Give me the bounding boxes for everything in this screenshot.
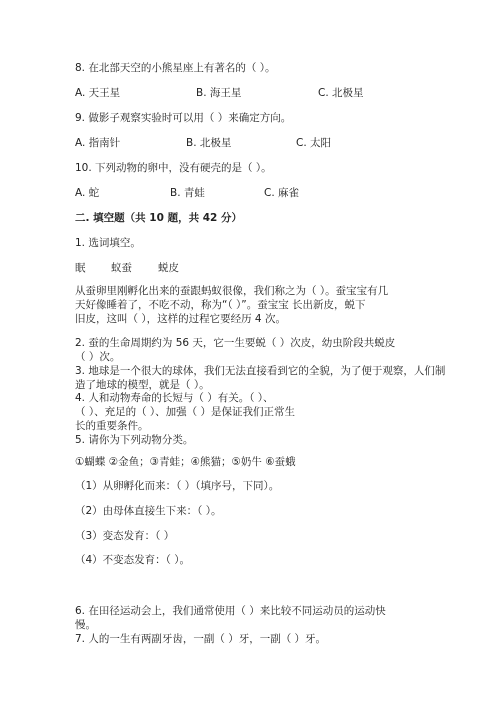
fill-q1-title: 1. 选词填空。 [75, 237, 141, 249]
fill-q1-line-2: 天好像睡着了，不吃不动，称为“（ ）”。蚕宝宝 长出新皮，蜕下 [75, 299, 366, 311]
fill-q1-line-1: 从蚕卵里刚孵化出来的蚕跟蚂蚁很像，我们称之为（ ）。蚕宝宝有几 [75, 285, 389, 297]
fill-q4-line-3: 长的重要条件。 [75, 420, 149, 432]
question-9-option-c: C. 太阳 [296, 137, 332, 149]
fill-q3-line-1: 3. 地球是一个很大的球体，我们无法直接看到它的全貌，为了便于观察，人们制 [75, 365, 446, 377]
section-2-heading: 二. 填空题（共 10 题，共 42 分） [75, 212, 242, 224]
fill-q3-line-2: 造了地球的模型，就是（ ）。 [75, 379, 210, 391]
fill-q5-sub-3: （3）变态发育：（ ） [75, 530, 175, 542]
fill-q1-line-3: 旧皮，这叫（ ），这样的过程它要经历 4 次。 [75, 313, 286, 325]
fill-q6-line-2: 慢。 [75, 619, 96, 631]
question-8-option-a: A. 天王星 [75, 87, 121, 99]
word-bank-item-3: 蜕皮 [158, 262, 179, 274]
fill-q2-line-1: 2. 蚕的生命周期约为 56 天，它一生要蜕（ ）次皮，幼虫阶段共蜕皮 [75, 337, 396, 349]
fill-q7-line: 7. 人的一生有两副牙齿，一副（ ）牙，一副（ ）牙。 [75, 633, 327, 645]
word-bank-item-1: 眠 [75, 262, 86, 274]
fill-q5-title: 5. 请你为下列动物分类。 [75, 434, 194, 446]
fill-q5-sub-4: （4）不变态发育：（ ）。 [75, 554, 191, 566]
fill-q4-line-1: 4. 人和动物寿命的长短与（ ）有关。（ ）、 [75, 392, 274, 404]
question-10-option-b: B. 青蛙 [170, 187, 205, 199]
animal-list: ①蝴蝶 ②金鱼；③青蛙；④熊猫；⑤奶牛 ⑥蚕蛾 [75, 456, 296, 468]
question-8-option-b: B. 海王星 [196, 87, 242, 99]
fill-q4-line-2: （ ）、充足的（ ）、加强（ ）是保证我们正常生 [75, 406, 296, 418]
question-8-text: 8. 在北部天空的小熊星座上有著名的（ ）。 [75, 62, 276, 74]
question-9-text: 9. 做影子观察实验时可以用（ ）来确定方向。 [75, 112, 292, 124]
question-9-option-a: A. 指南针 [75, 137, 121, 149]
fill-q2-line-2: （ ）次。 [75, 351, 121, 363]
fill-q5-sub-1: （1）从卵孵化而来：（ ）（填序号，下同）。 [75, 480, 280, 492]
question-10-option-c: C. 麻雀 [264, 187, 300, 199]
fill-q6-line-1: 6. 在田径运动会上，我们通常使用（ ）来比较不同运动员的运动快 [75, 605, 386, 617]
question-9-option-b: B. 北极星 [186, 137, 232, 149]
question-10-text: 10. 下列动物的卵中，没有硬壳的是（ ）。 [75, 162, 272, 174]
word-bank-item-2: 蚁蚕 [111, 262, 132, 274]
question-8-option-c: C. 北极星 [318, 87, 364, 99]
fill-q5-sub-2: （2）由母体直接生下来：（ ）。 [75, 505, 222, 517]
question-10-option-a: A. 蛇 [75, 187, 100, 199]
